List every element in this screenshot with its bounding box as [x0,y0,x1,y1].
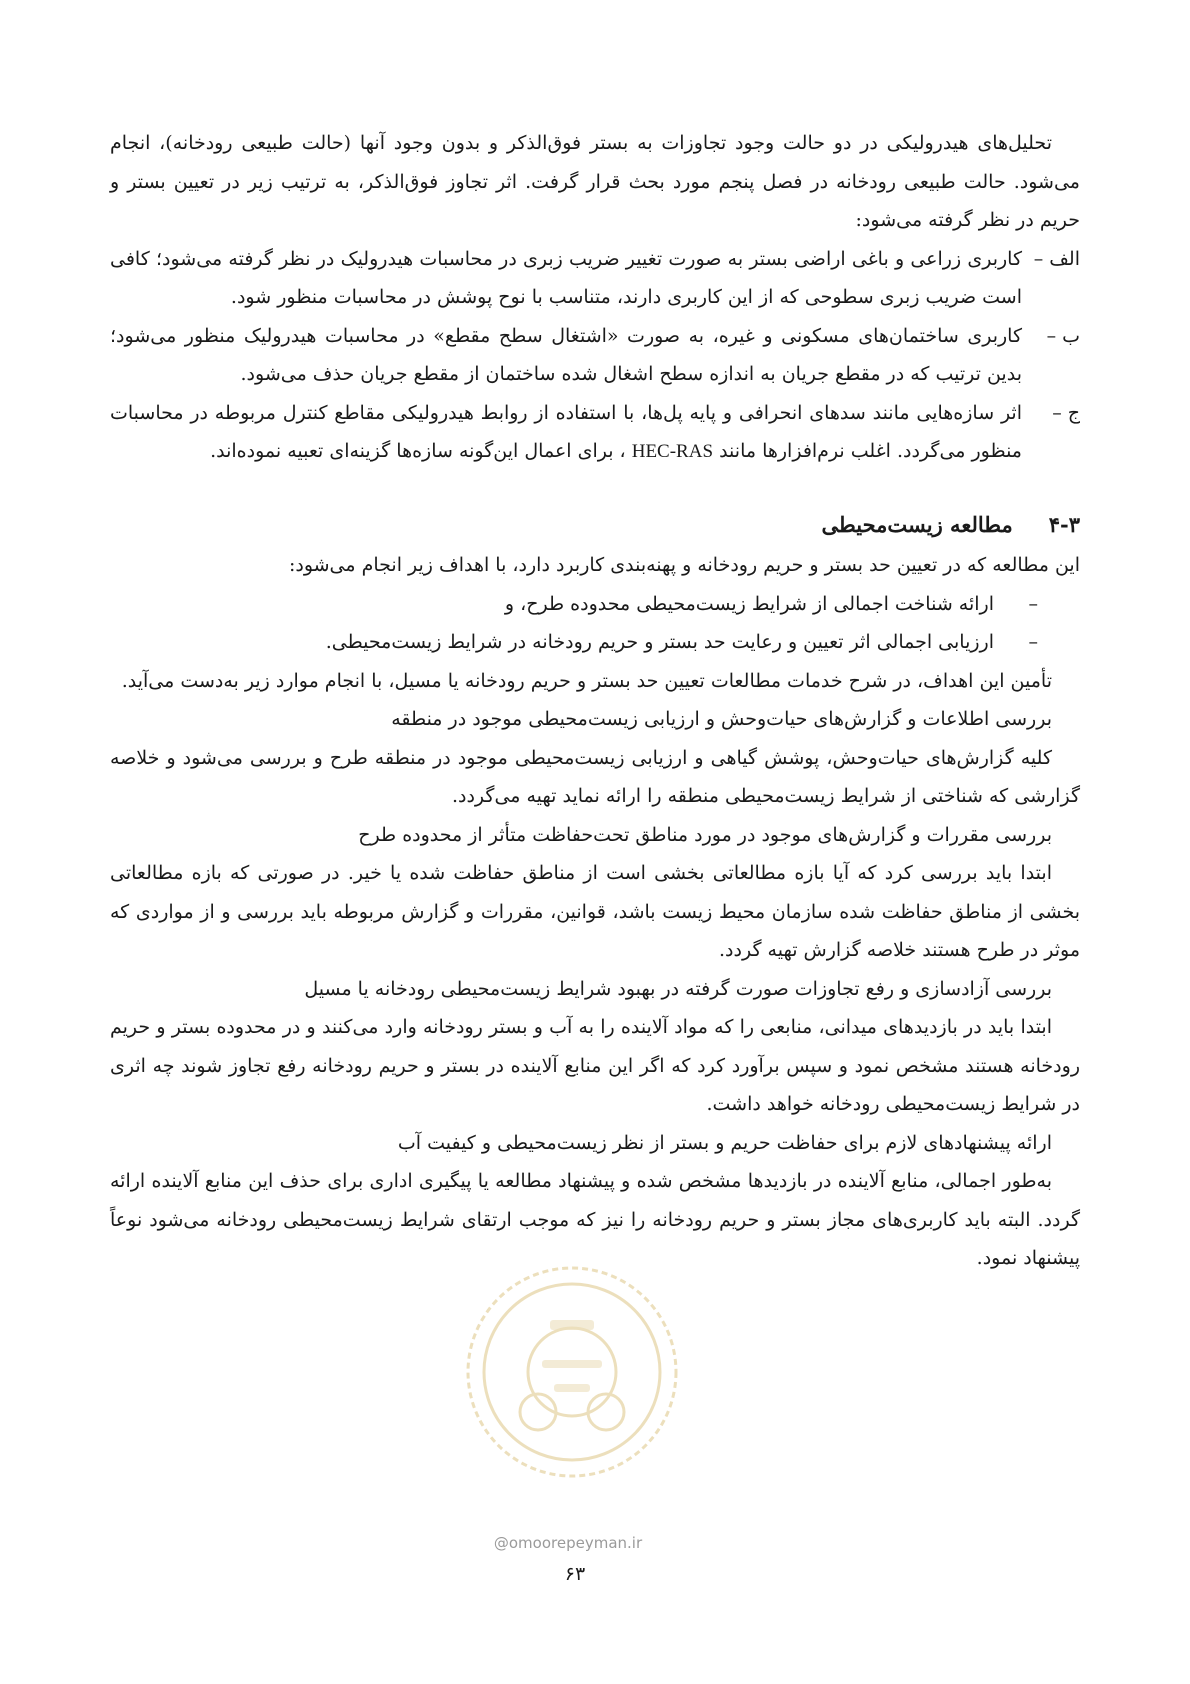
subparagraph-4: به‌طور اجمالی، منابع آلاینده در بازدیدها مشخص شده و پیشنهاد مطالعه یا پیگیری اداری برای حذف این منابع آلاینده ارائه گردد. البته باید کاربری‌های مجاز بستر و حریم رودخانه را نیز که موجب ارتقای شرایط زیست‌محیطی رودخانه می‌شود نوعاً پیشنهاد نمود. [110,1170,1080,1269]
list-item-a-label: الف – [1033,247,1080,270]
watermark-site: @omoorepeyman.ir [493,1534,643,1552]
subparagraph-1: کلیه گزارش‌های حیات‌وحش، پوشش گیاهی و ارزیابی زیست‌محیطی موجود در منطقه طرح و بررسی می‌شود و خلاصه گزارشی که شناختی از شرایط زیست‌محیطی منطقه را ارائه نماید تهیه می‌گردد. [110,746,1080,807]
list-item-b [110,317,1080,394]
section-heading [110,506,1080,545]
intro-paragraph: تحلیل‌های هیدرولیکی در دو حالت وجود تجاوزات به بستر فوق‌الذکر و بدون وجود آنها (حالت طبیعی رودخانه)، انجام می‌شود. حالت طبیعی رودخانه در فصل پنجم مورد بحث قرار گرفت. اثر تجاوز فوق‌الذکر، به ترتیب زیر در تعیین بستر و حریم در نظر گرفته می‌شود: [110,132,1080,231]
section-title: مطالعه زیست‌محیطی [821,511,1013,537]
list-item-a-text: کاربری زراعی و باغی اراضی بستر به صورت تغییر ضریب زبری در محاسبات هیدرولیک در نظر گرفته می‌شود؛ کافی است ضریب زبری سطوحی که از این کاربری دارند، متناسب با نوح پوشش در محاسبات منظور شود. [110,247,1022,308]
bullet-dash: – [1028,631,1038,653]
software-name: HEC-RAS [631,441,714,462]
section-intro: این مطالعه که در تعیین حد بستر و حریم رودخانه و پهنه‌بندی کاربرد دارد، با اهداف زیر انجام می‌شود: [288,554,1080,576]
list-item-a [110,240,1080,317]
subparagraph-2: ابتدا باید بررسی کرد که آیا بازه مطالعاتی بخشی است از مناطق حفاظت شده یا خیر. در صورتی که بازه مطالعاتی بخشی از مناطق حفاظت شده سازمان محیط زیست باشد، قوانین، مقررات و گزارش مربوطه باید بررسی و از مواردی که موثر در طرح هستند خلاصه گزارش تهیه گردد. [110,862,1080,961]
list-item-b-text: کاربری ساختمان‌های مسکونی و غیره، به صورت «اشتغال سطح مقطع» در محاسبات هیدرولیک منظور می‌شود؛ بدین ترتیب که در مقطع جریان به اندازه سطح اشغال شده ساختمان از مقطع جریان حذف می‌شود. [110,324,1022,385]
bullet-item-1 [110,585,1052,624]
list-item-c [110,394,1080,472]
list-item-c-text-before: اثر سازه‌هایی مانند سدهای انحرافی و پایه پل‌ها، با استفاده از روابط هیدرولیکی مقاطع کنترل مربوطه در محاسبات منظور می‌گردد. اغلب نرم‌افزارها مانند [110,401,1022,462]
tamin-paragraph: تأمین این اهداف، در شرح خدمات مطالعات تعیین حد بستر و حریم رودخانه یا مسیل، با انجام موارد زیر به‌دست می‌آید. [121,669,1052,692]
watermark-seal-icon [462,1262,682,1482]
list-item-c-text-after: ، برای اعمال این‌گونه سازه‌ها گزینه‌ای تعبیه نموده‌اند. [210,440,632,462]
bullet-dash: – [1028,592,1038,615]
list-item-b-label: ب – [1046,324,1080,347]
subheading-2: بررسی مقررات و گزارش‌های موجود در مورد مناطق تحت‌حفاظت متأثر از محدوده طرح [358,823,1052,846]
subparagraph-3: ابتدا باید در بازدیدهای میدانی، منابعی را که مواد آلاینده را به آب و بستر رودخانه وارد می‌کنند و در محدوده بستر و حریم رودخانه هستند مشخص نمود و سپس برآورد کرد که اگر این منابع آلاینده در بستر و حریم رودخانه رفع تجاوز شوند چه اثری در شرایط زیست‌محیطی رودخانه خواهد داشت. [110,1016,1080,1115]
page-number: ۶۳ [564,1563,586,1585]
section-number: ۴-۳ [1048,511,1080,537]
subheading-3: بررسی آزادسازی و رفع تجاوزات صورت گرفته در بهبود شرایط زیست‌محیطی رودخانه یا مسیل [304,977,1052,1000]
bullet-text-2: ارزیابی اجمالی اثر تعیین و رعایت حد بستر و حریم رودخانه در شرایط زیست‌محیطی. [325,631,994,653]
bullet-text-1: ارائه شناخت اجمالی از شرایط زیست‌محیطی محدوده طرح، و [504,592,994,615]
page-body [110,124,1080,1278]
subheading-4: ارائه پیشنهادهای لازم برای حفاظت حریم و بستر از نظر زیست‌محیطی و کیفیت آب [397,1131,1052,1154]
subheading-1: بررسی اطلاعات و گزارش‌های حیات‌وحش و ارزیابی زیست‌محیطی موجود در منطقه [391,708,1052,730]
bullet-item-2 [110,623,1052,662]
list-item-c-label: ج – [1052,401,1080,424]
